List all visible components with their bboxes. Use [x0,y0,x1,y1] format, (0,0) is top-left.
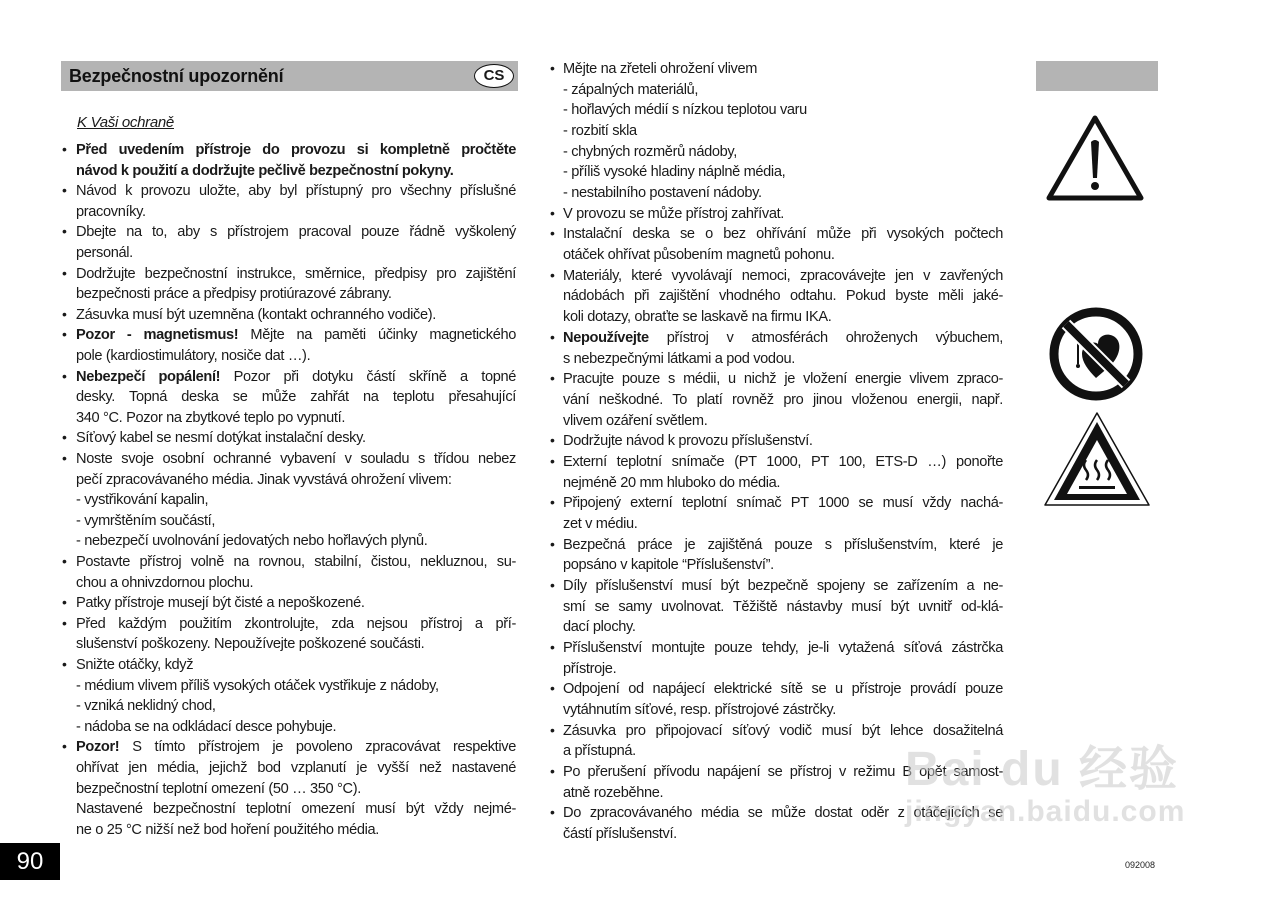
text-line: nejméně 20 mm hluboko do média. [563,474,781,491]
bullet-icon: • [550,680,555,697]
text-line: pečí zpracovávaného média. Jinak vyvstává ohrožení vlivem: [76,471,452,488]
bullet-icon: • [62,450,67,466]
bullet-icon: • [550,804,555,821]
text-line: Dodržujte bezpečnostní instrukce, směrnice, předpisy pro zajištění [76,265,516,282]
sub-item-line: - vzniká neklidný chod, [76,698,216,715]
bullet-icon: • [62,553,67,569]
bullet-icon: • [62,656,67,672]
bullet-icon: • [550,452,555,469]
bullet-icon: • [550,432,555,449]
subheading: K Vaši ochraně [77,114,174,131]
text-line: otáček ohřívat působením magnetů pohonu. [563,247,835,264]
sub-item-line: - hořlavých médií s nízkou teplotou varu [563,102,807,119]
text-line: Nebezpečí popálení! Pozor při dotyku částí skříně a topné [76,368,517,385]
sub-item-line: - nádoba se na odkládací desce pohybuje. [76,718,337,735]
text-line: s nebezpečnými látkami a pod vodou. [563,350,795,367]
text-line: Po přerušení přívodu napájení se přístroj v režimu B opět samost- [563,764,1003,781]
sub-item-line: - vymrštěním součástí, [76,512,216,529]
bullet-icon: • [62,429,67,446]
bullet-icon: • [62,738,67,755]
text-line: Bezpečná práce je zajištěná pouze s příslušenstvím, které je [563,536,1003,553]
text-line: Mějte na zřeteli ohrožení vlivem [563,61,758,77]
bullet-icon: • [550,763,555,780]
text-line: Nastavené bezpečnostní teplotní omezení musí být vždy nejmé- [76,801,516,818]
text-line: Zásuvka musí být uzemněna (kontakt ochranného vodiče). [76,306,436,323]
section-header-bar [61,61,518,91]
text-line: Připojený externí teplotní snímač PT 1000 se musí vždy nachá- [563,495,1003,512]
bold-text: Pozor! [76,739,120,756]
bold-text: Nebezpečí popálení! [76,368,221,385]
text-line: popsáno v kapitole “Příslušenství”. [563,557,774,574]
sub-item-line: - vystřikování kapalin, [76,492,209,509]
text-line: Návod k provozu uložte, aby byl přístupný pro všechny příslušné [76,183,516,200]
bullet-icon: • [550,639,555,656]
language-badge: CS [474,64,514,88]
text-line: Pozor - magnetismus! Mějte na paměti účinky magnetického [76,327,516,344]
text-line: vytáhnutím síťové, resp. přístrojové zástrčky. [563,702,836,719]
text-line: Zásuvka pro připojovací síťový vodič musí být lehce dosažitelná [563,722,1003,739]
text-line: koli dotazy, obraťte se laskavě na firmu IKA. [563,309,832,326]
section-title: Bezpečnostní upozornění [69,66,284,86]
bullet-icon: • [550,204,555,221]
text-line: Postavte přístroj volně na rovnou, stabilní, čistou, nekluznou, su- [76,554,516,570]
text-line: vlivem ozáření světlem. [563,412,708,429]
bold-text: Před uvedením přístroje do provozu si kompletně pročtěte [76,142,516,158]
bullet-icon: • [62,326,67,343]
sub-item-line: - příliš vysoké hladiny náplně média, [563,164,786,181]
text-line: Příslušenství montujte pouze tehdy, je-li vytažená síťová zástrčka [563,640,1003,657]
bullet-icon: • [62,614,67,631]
text-line [76,161,453,181]
hot-surface-icon [1041,410,1153,510]
bullet-icon: • [550,370,555,387]
text-line: desky. Topná deska se může zahřát na teplotu přesahující [76,389,516,406]
text-line: přístroje. [563,660,617,677]
text-line: bezpečnostní teplotní omezení (50 … 350 °C). [76,780,361,797]
warning-triangle-icon [1044,112,1146,204]
bullet-icon: • [62,367,67,384]
text-line: a přístupná. [563,743,636,760]
bullet-icon: • [550,577,555,593]
text-line: vání neškodné. To platí rovněž pro jinou vloženou energii, např. [563,391,1003,408]
document-code: 092008 [1125,860,1156,870]
text-line: smí se samy uvolnovat. Těžiště nástavby musí být uvnitř od-klá- [563,598,1003,615]
text-line: pracovníky. [76,203,146,220]
text-line [76,140,516,160]
text-line: bezpečnosti práce a předpisy protiúrazové zábrany. [76,286,392,303]
bold-text: návod k použití a dodržujte pečlivě bezpečnostní pokyny. [76,162,454,179]
bullet-icon: • [550,225,555,242]
watermark-url: jingyan.baidu.com [905,795,1186,828]
text-line: Odpojení od napájecí elektrické sítě se u přístroje provádí pouze [563,681,1003,698]
text-line: Do zpracovávaného média se může dostat oděr z otáčejících se [563,805,1003,822]
text-line: Snižte otáčky, když [76,657,194,673]
text-line: pole (kardiostimulátory, nosiče dat …). [76,348,311,364]
bullet-icon: • [62,305,67,322]
text-line: atně rozeběhne. [563,784,664,801]
text-line: Patky přístroje musejí být čisté a nepoškozené. [76,595,365,612]
text-line: Noste svoje osobní ochranné vybavení v souladu s třídou nebez [76,451,516,467]
text-line: Pracujte pouze s médii, u nichž je vložení energie vlivem zpraco- [563,371,1003,388]
text-line: dací plochy. [563,619,636,636]
text-line: Díly příslušenství musí být bezpečně spojeny se zařízením a ne- [563,578,1003,594]
text-line: Materiály, které vyvolávají nemoci, zpracovávejte jen v zavřených [563,267,1003,284]
text-line: částí příslušenství. [563,826,677,843]
bullet-icon: • [550,266,555,283]
page-number: 90 [0,843,60,880]
bold-text: Pozor - magnetismus! [76,327,239,344]
sub-item-line: - nestabilního postavení nádoby. [563,185,762,202]
text-line: Síťový kabel se nesmí dotýkat instalační desky. [76,430,366,447]
text-line: 340 °C. Pozor na zbytkové teplo po vypnutí. [76,409,346,426]
text-line: chou a ohnivzdornou plochu. [76,574,254,591]
bullet-icon: • [62,264,67,281]
text-line: Instalační deska se o bez ohřívání může při vysokých počtech [563,226,1003,243]
bullet-icon: • [62,141,67,157]
right-header-bar [1036,61,1158,91]
text-line: slušenství poškozeny. Nepoužívejte poškozené součásti. [76,636,425,653]
sub-item-line: - chybných rozměrů nádoby, [563,143,737,160]
bullet-icon: • [550,721,555,738]
text-line: Nepoužívejte přístroj v atmosférách ohroženych výbuchem, [563,329,1003,346]
bullet-icon: • [62,182,67,199]
text-line: personál. [76,245,133,261]
sub-item-line: - rozbití skla [563,123,637,140]
text-line: Dodržujte návod k provozu příslušenství. [563,433,813,450]
text-line: V provozu se může přístroj zahřívat. [563,205,784,222]
sub-item-line: - médium vlivem příliš vysokých otáček vystřikuje z nádoby, [76,677,439,694]
no-pacemaker-icon [1048,306,1144,402]
watermark-logo-text: Bai du 经验 [905,743,1180,796]
sub-item-line: - nebezpečí uvolnování jedovatých nebo hořlavých plynů. [76,533,428,550]
sub-item-line: - zápalných materiálů, [563,81,699,98]
bullet-icon: • [62,223,67,240]
bullet-icon: • [550,60,555,76]
text-line: Externí teplotní snímače (PT 1000, PT 100, ETS-D …) ponořte [563,453,1003,470]
text-line: Před každým použitím zkontrolujte, zda nejsou přístroj a pří- [76,615,516,632]
bullet-icon: • [62,594,67,611]
text-line: ne o 25 °C nižší než bod hoření použitého média. [76,821,380,838]
text-line: zet v médiu. [563,515,638,532]
bold-text: Nepoužívejte [563,329,649,346]
bullet-icon: • [550,535,555,552]
text-line: nádobách při zajištění vhodného odtahu. Pokud byste měli jaké- [563,288,1003,305]
text-line: ohřívat jen média, jejichž bod vzplanutí je vyšší než nastavené [76,760,516,776]
text-line: Pozor! S tímto přístrojem je povoleno zpracovávat respektive [76,739,516,756]
text-line: Dbejte na to, aby s přístrojem pracoval pouze řádně vyškolený [76,224,516,241]
bullet-icon: • [550,494,555,511]
bullet-icon: • [550,328,555,345]
